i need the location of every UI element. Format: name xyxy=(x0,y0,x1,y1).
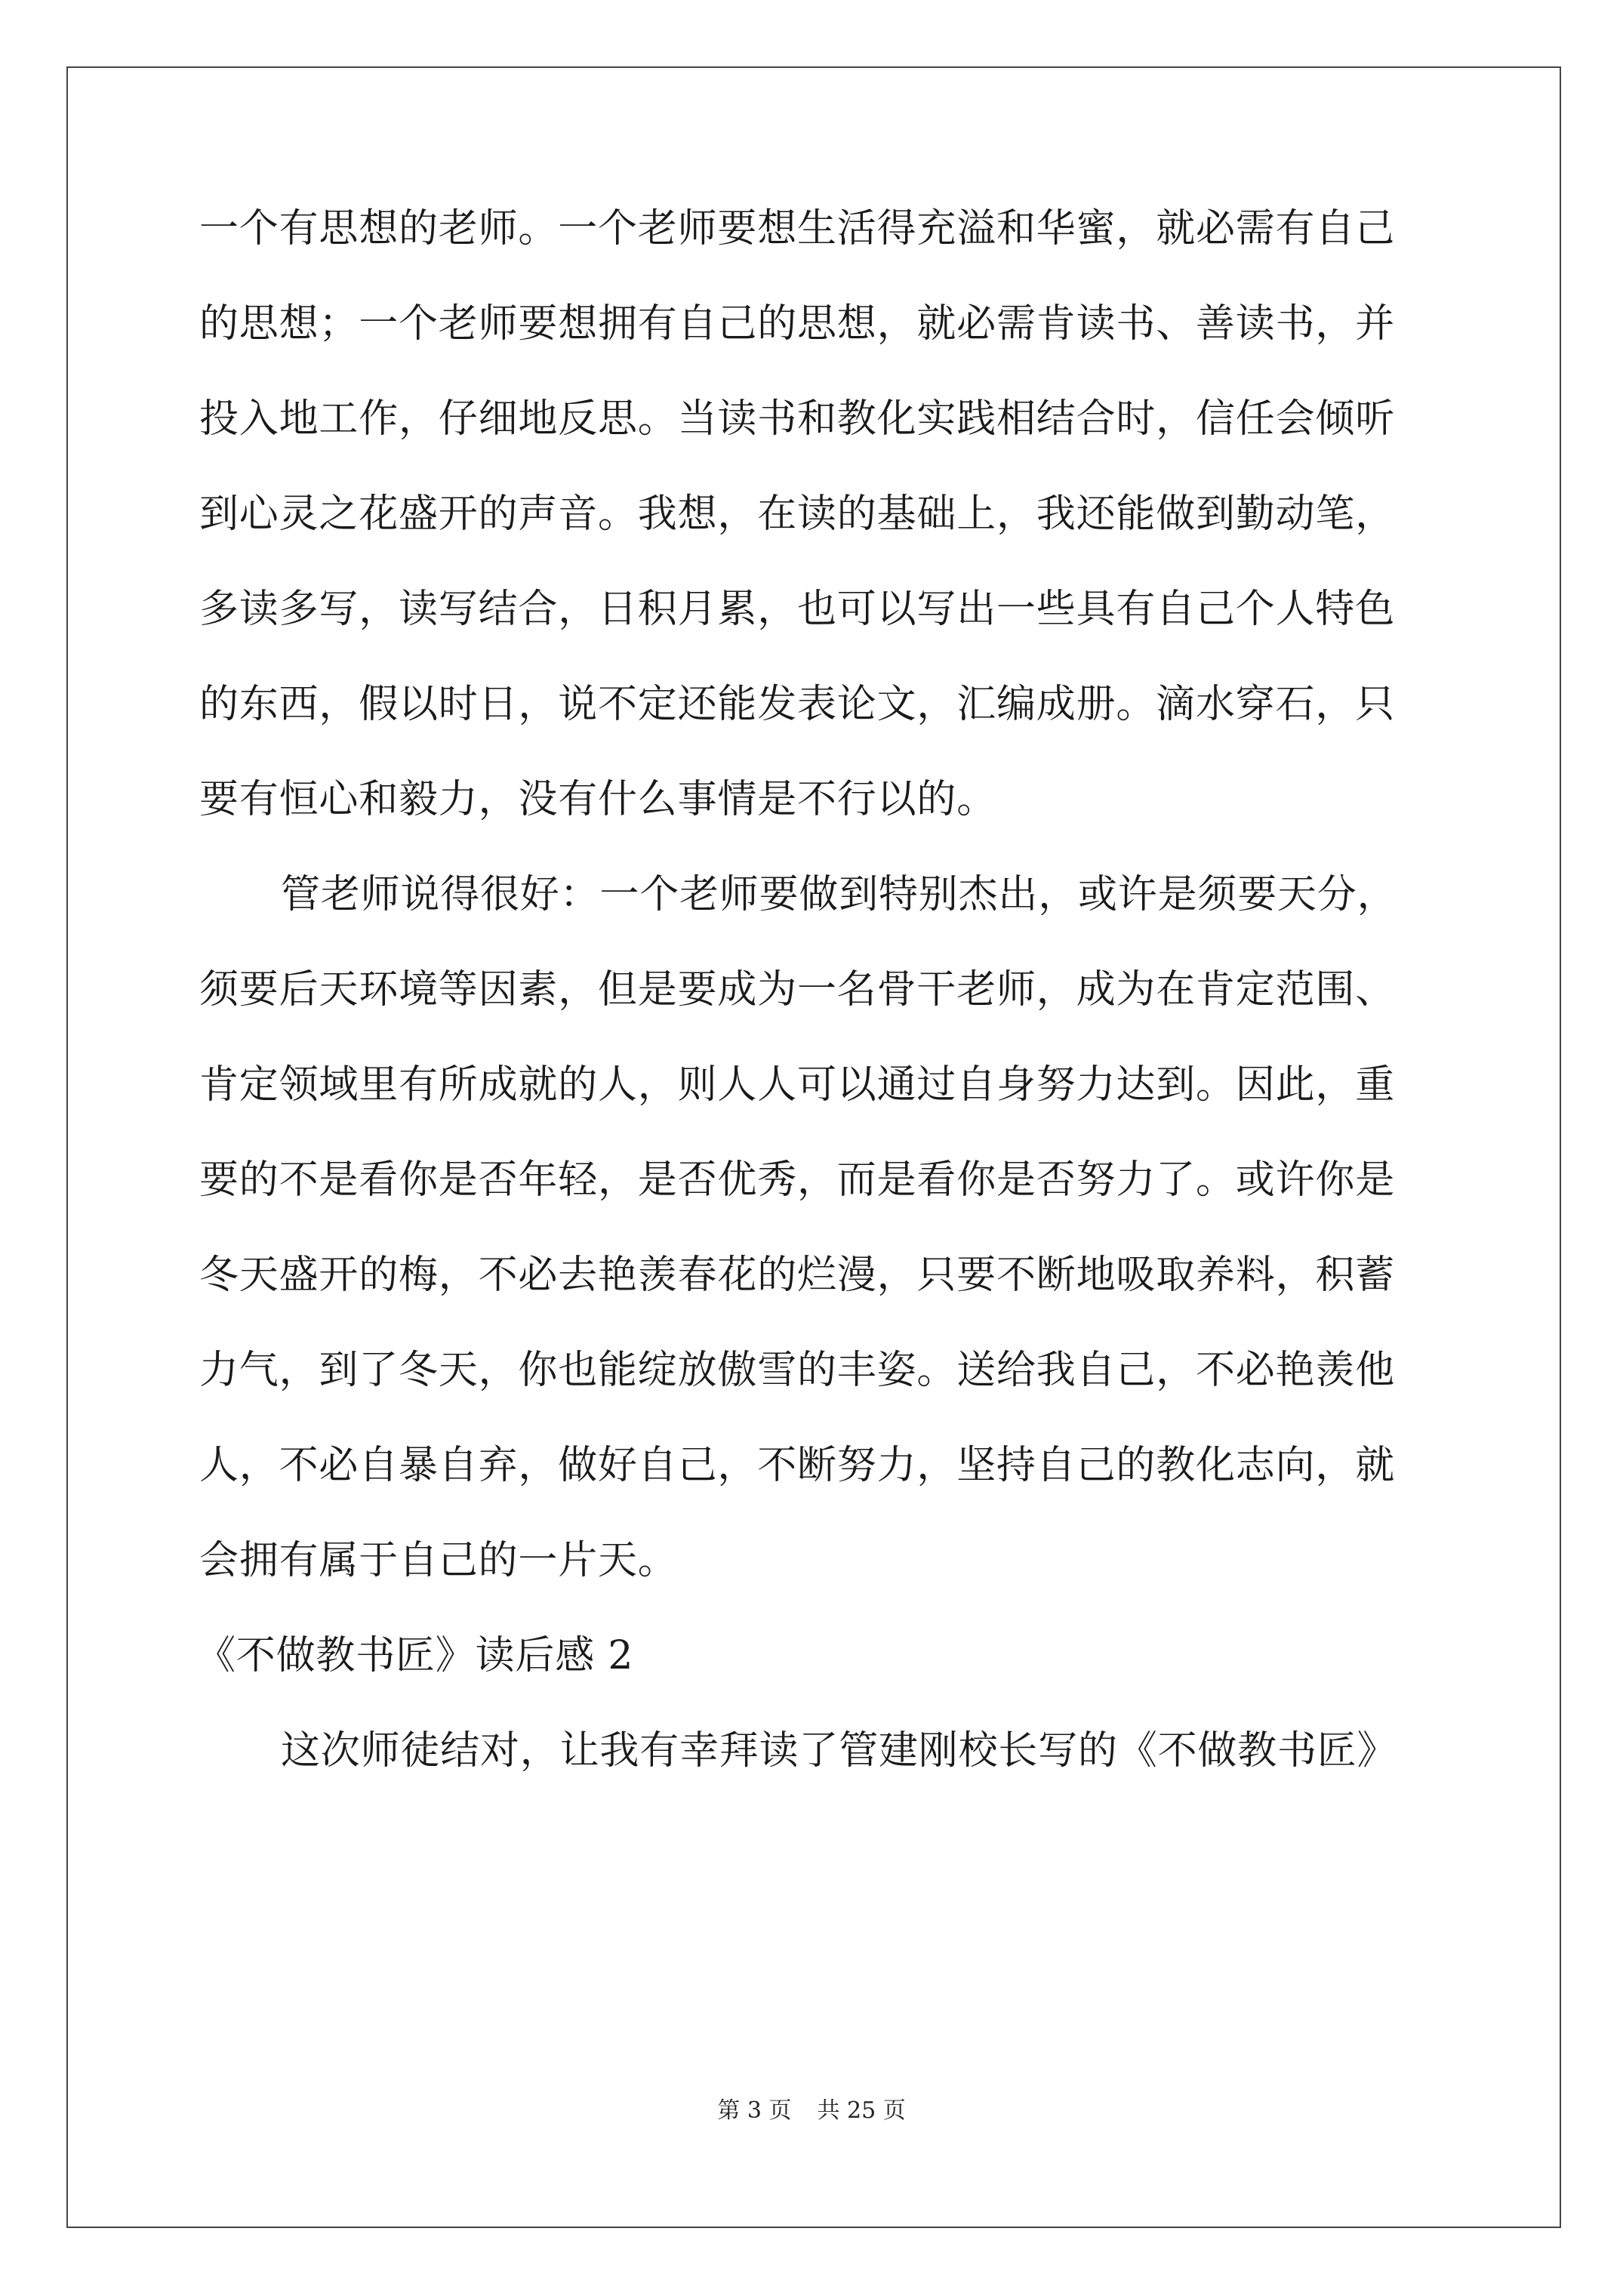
text-line: 要有恒心和毅力，没有什么事情是不行以的。 xyxy=(199,777,997,822)
text-line: 力气，到了冬天，你也能绽放傲雪的丰姿。送给我自己，不必艳羡他 xyxy=(199,1348,1396,1393)
text-line: 须要后天环境等因素，但是要成为一名骨干老师，成为在肯定范围、 xyxy=(199,967,1396,1012)
text-line: 要的不是看你是否年轻，是否优秀，而是看你是否努力了。或许你是 xyxy=(199,1157,1396,1203)
text-line: 投入地工作，仔细地反思。当读书和教化实践相结合时，信任会倾听 xyxy=(199,396,1396,442)
section-heading: 《不做教书匠》读后感 2 xyxy=(196,1633,634,1678)
paragraph-2 xyxy=(199,847,1437,1608)
paragraph-3 xyxy=(199,1703,1437,1798)
text-line: 会拥有属于自己的一片天。 xyxy=(199,1538,678,1583)
page-footer xyxy=(0,2096,1623,2126)
text-line: 到心灵之花盛开的声音。我想，在读的基础上，我还能做到勤动笔， xyxy=(199,492,1396,537)
document-body xyxy=(196,181,1437,1798)
text-line: 这次师徒结对，让我有幸拜读了管建刚校长写的《不做教书匠》 xyxy=(281,1728,1397,1774)
text-line: 管老师说得很好：一个老师要做到特别杰出，或许是须要天分， xyxy=(281,872,1397,917)
page-number: 第 3 页 xyxy=(717,2097,792,2124)
text-line: 肯定领域里有所成就的人，则人人可以通过自身努力达到。因此，重 xyxy=(199,1062,1396,1108)
text-line: 的东西，假以时日，说不定还能发表论文，汇编成册。滴水穿石，只 xyxy=(199,682,1396,727)
paragraph-1 xyxy=(199,181,1437,847)
text-line: 多读多写，读写结合，日积月累，也可以写出一些具有自己个人特色 xyxy=(199,587,1396,632)
text-line: 的思想；一个老师要想拥有自己的思想，就必需肯读书、善读书，并 xyxy=(199,301,1396,347)
text-line: 冬天盛开的梅，不必去艳羡春花的烂漫，只要不断地吸取养料，积蓄 xyxy=(199,1253,1396,1298)
page-total: 共 25 页 xyxy=(817,2097,906,2124)
text-line: 人，不必自暴自弃，做好自己，不断努力，坚持自己的教化志向，就 xyxy=(199,1443,1396,1488)
text-line: 一个有思想的老师。一个老师要想生活得充溢和华蜜，就必需有自己 xyxy=(199,206,1396,251)
